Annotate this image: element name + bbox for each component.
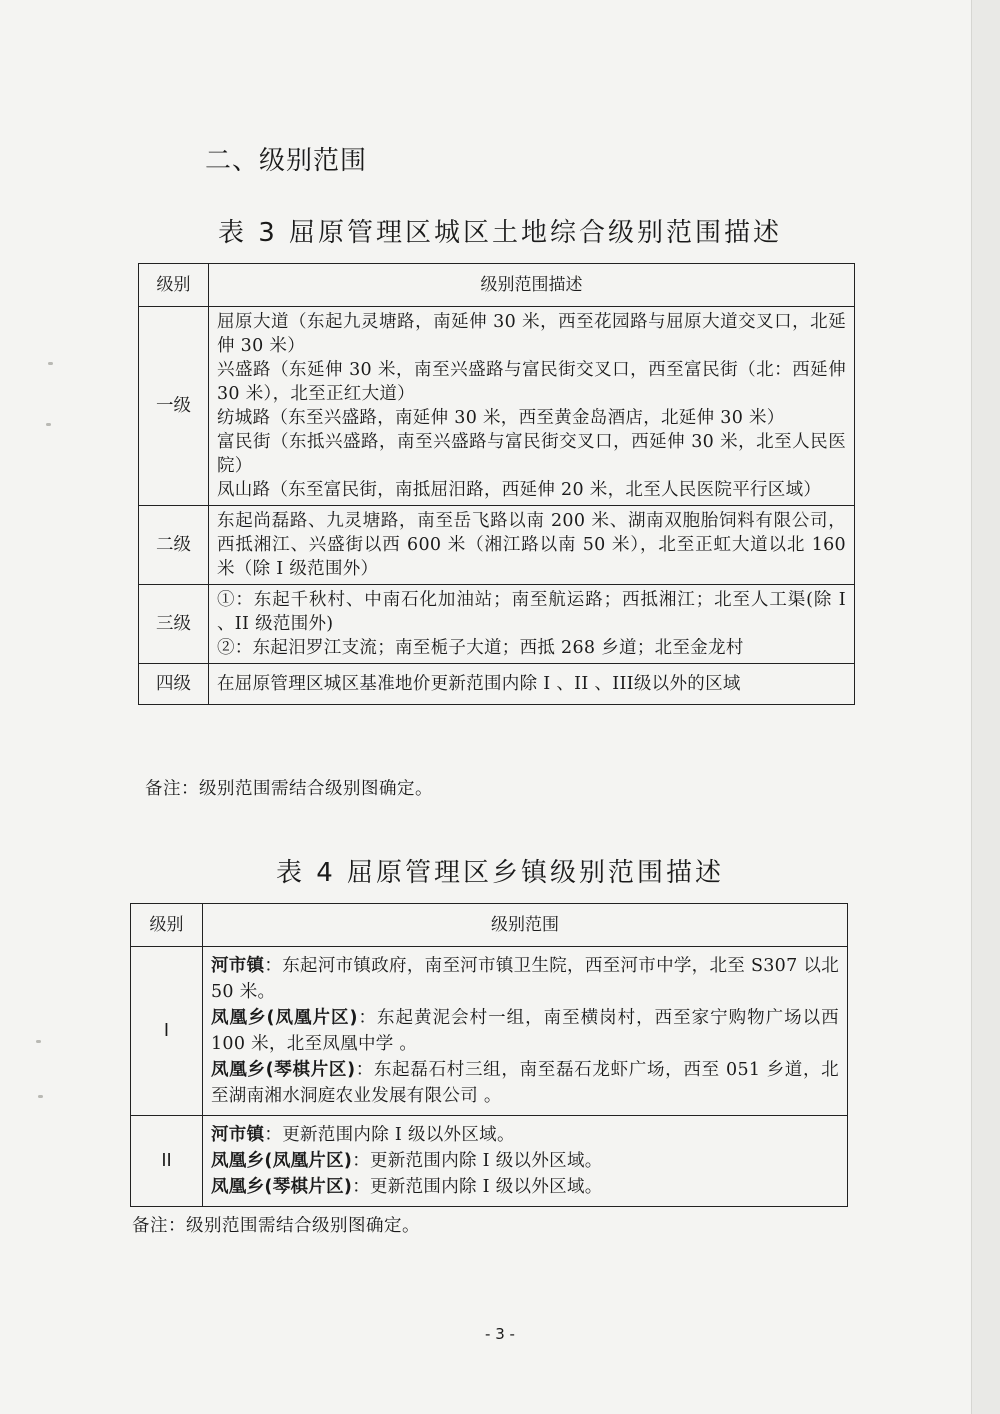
table4-note: 备注：级别范围需结合级别图确定。 xyxy=(132,1216,420,1236)
table4-row xyxy=(131,947,848,1116)
table3-level-cell: 三级 xyxy=(139,585,209,664)
town-label: 凤凰乡(琴棋片区) xyxy=(211,1177,353,1197)
town-label: 凤凰乡(凤凰片区) xyxy=(211,1008,358,1028)
table4-level-cell: II xyxy=(131,1116,203,1207)
desc-item xyxy=(211,1174,839,1200)
table3-level-cell: 四级 xyxy=(139,664,209,705)
town-label: 河市镇 xyxy=(211,1125,265,1145)
table3-row xyxy=(139,664,855,705)
page-number: - 3 - xyxy=(485,1325,515,1343)
table3 xyxy=(138,263,855,705)
table3-desc-cell xyxy=(209,664,855,705)
town-text: ：更新范围内除 I 级以外区域。 xyxy=(264,1125,515,1145)
town-label: 凤凰乡(凤凰片区) xyxy=(211,1151,353,1171)
desc-line: 凤山路（东至富民街，南抵屈汨路，西延伸 20 米，北至人民医院平行区域） xyxy=(217,480,822,500)
table4-desc-cell xyxy=(203,947,848,1116)
desc-line: 屈原大道（东起九灵塘路，南延伸 30 米，西至花园路与屈原大道交叉口，北延伸 30 米） xyxy=(217,312,846,356)
desc-item xyxy=(211,1148,839,1174)
town-label: 凤凰乡(琴棋片区) xyxy=(211,1060,356,1080)
table4-level-cell: I xyxy=(131,947,203,1116)
table3-row xyxy=(139,585,855,664)
desc-item xyxy=(211,1005,839,1057)
section-heading: 二、级别范围 xyxy=(205,146,368,176)
table4-row xyxy=(131,1116,848,1207)
scan-speck xyxy=(38,1095,43,1098)
desc-line: ②：东起汨罗江支流；南至栀子大道；西抵 268 乡道；北至金龙村 xyxy=(217,638,744,658)
desc-item xyxy=(211,1057,839,1109)
desc-line: 在屈原管理区城区基准地价更新范围内除 I 、II 、III级以外的区域 xyxy=(217,674,741,694)
table4-caption: 表 4 屈原管理区乡镇级别范围描述 xyxy=(275,858,725,888)
table3-header-row xyxy=(139,264,855,307)
table3-header-level: 级别 xyxy=(139,264,209,307)
table3-level-cell: 二级 xyxy=(139,506,209,585)
table3-desc-cell xyxy=(209,307,855,506)
table3-desc-cell xyxy=(209,585,855,664)
table3-desc-cell xyxy=(209,506,855,585)
table4-header-desc: 级别范围 xyxy=(203,904,848,947)
desc-item xyxy=(211,1122,839,1148)
town-text: ：东起磊石村三组，南至磊石龙虾广场，西至 051 乡道，北至湖南湘水洞庭农业发展有限公司 。 xyxy=(211,1060,839,1106)
town-text: ：东起河市镇政府，南至河市镇卫生院，西至河市中学，北至 S307 以北 50 米。 xyxy=(211,956,840,1002)
desc-line: 纺城路（东至兴盛路，南延伸 30 米，西至黄金岛酒店，北延伸 30 米） xyxy=(217,408,785,428)
desc-line: 富民街（东抵兴盛路，南至兴盛路与富民街交叉口，西延伸 30 米，北至人民医院） xyxy=(217,432,846,476)
scan-speck xyxy=(36,1040,41,1043)
town-text: ：更新范围内除 I 级以外区域。 xyxy=(352,1177,603,1197)
table4 xyxy=(130,903,848,1207)
table3-caption: 表 3 屈原管理区城区土地综合级别范围描述 xyxy=(217,218,783,248)
table3-row xyxy=(139,506,855,585)
table4-header-row xyxy=(131,904,848,947)
table3-header-desc: 级别范围描述 xyxy=(209,264,855,307)
scan-speck xyxy=(48,362,53,365)
desc-line: 兴盛路（东延伸 30 米，南至兴盛路与富民街交叉口，西至富民街（北：西延伸 30 米），北至正红大道） xyxy=(217,360,846,404)
table3-row xyxy=(139,307,855,506)
table3-level-cell: 一级 xyxy=(139,307,209,506)
town-label: 河市镇 xyxy=(211,956,265,976)
desc-item xyxy=(211,953,839,1005)
table3-note: 备注：级别范围需结合级别图确定。 xyxy=(145,779,433,799)
town-text: ：更新范围内除 I 级以外区域。 xyxy=(352,1151,603,1171)
town-text: ：东起黄泥会村一组，南至横岗村，西至家宁购物广场以西 100 米，北至凤凰中学 。 xyxy=(211,1008,839,1054)
table4-desc-cell xyxy=(203,1116,848,1207)
desc-line: 东起尚磊路、九灵塘路，南至岳飞路以南 200 米、湖南双胞胎饲料有限公司，西抵湘江、兴盛街以西 600 米（湘江路以南 50 米），北至正虹大道以北 160 米（除 I 级范围外） xyxy=(217,511,846,579)
desc-line: ①：东起千秋村、中南石化加油站；南至航运路；西抵湘江；北至人工渠(除 I 、II 级范围外) xyxy=(217,590,846,634)
table4-header-level: 级别 xyxy=(131,904,203,947)
scan-speck xyxy=(46,423,51,426)
